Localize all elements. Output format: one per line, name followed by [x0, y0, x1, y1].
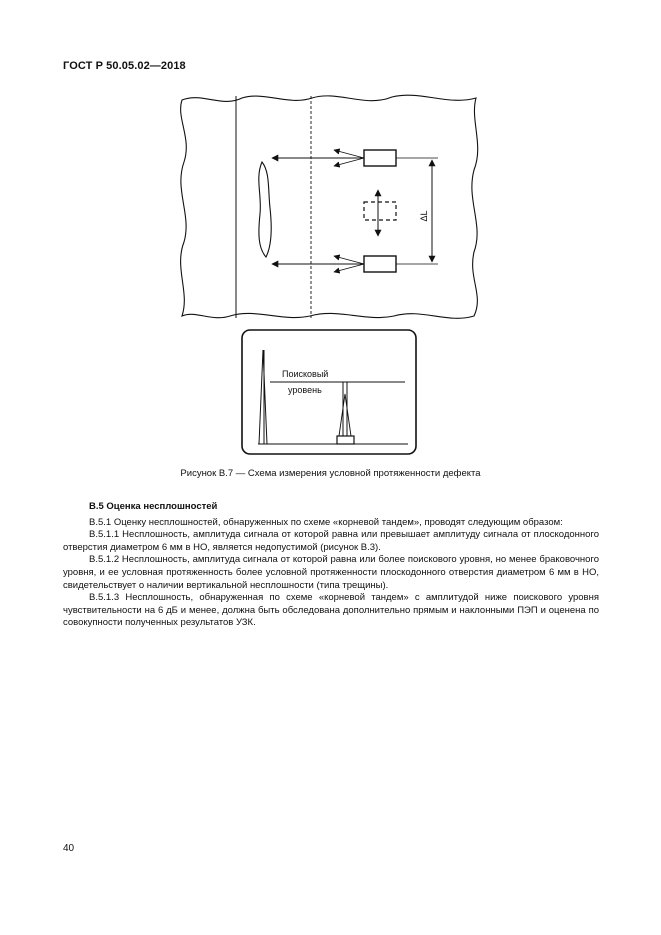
test-object-outline — [181, 95, 478, 318]
beam-bottom-reflection-upper — [334, 256, 364, 264]
page-number: 40 — [63, 843, 75, 854]
search-level-label-line2: уровень — [288, 385, 322, 395]
transducer-bottom — [364, 256, 396, 272]
paragraph-b-5-1-3: В.5.1.3 Несплошность, обнаруженная по схеме «корневой тандем» с амплитудой ниже поискового уровня чувствительности на 6 дБ и менее, должна быть обследована дополнительно прямым и наклонными ПЭП и оценена по совокупности полученных результатов УЗК. — [63, 592, 599, 629]
paragraph-b-5-1-1: В.5.1.1 Несплошность, амплитуда сигнала от которой равна или превышает амплитуду сигнала от плоскодонного отверстия диаметром 6 мм в НО, является недопустимой (рисунок В.3). — [63, 529, 599, 553]
search-level-label-line1: Поисковый — [282, 369, 329, 379]
section-content — [63, 501, 599, 630]
transducer-top — [364, 150, 396, 166]
section-title: В.5 Оценка несплошностей — [89, 501, 218, 512]
paragraph-b-5-1-2: В.5.1.2 Несплошность, амплитуда сигнала от которой равна или более поискового уровня, но менее браковочного уровня, и ее условная протяженность более условной протяженности плоскодонного отверстия диаметром 6 мм в НО, свидетельствует о наличии вертикальной несплошности (типа трещины). — [63, 554, 599, 591]
echo-signal-base — [337, 436, 354, 444]
defect-shape — [259, 162, 271, 257]
beam-top-reflection-lower — [334, 158, 364, 166]
ascan-display-frame — [242, 330, 416, 454]
beam-bottom-reflection-lower — [334, 264, 364, 272]
figure-caption: Рисунок В.7 — Схема измерения условной протяженности дефекта — [180, 468, 481, 479]
document-standard-code: ГОСТ Р 50.05.02—2018 — [63, 60, 186, 72]
beam-top-reflection-upper — [334, 150, 364, 158]
dimension-label: ΔL — [419, 210, 429, 222]
paragraph-b-5-1: В.5.1 Оценку несплошностей, обнаруженных по схеме «корневой тандем», проводят следующим образом: — [89, 516, 563, 528]
transducer-intermediate-position — [364, 202, 396, 220]
